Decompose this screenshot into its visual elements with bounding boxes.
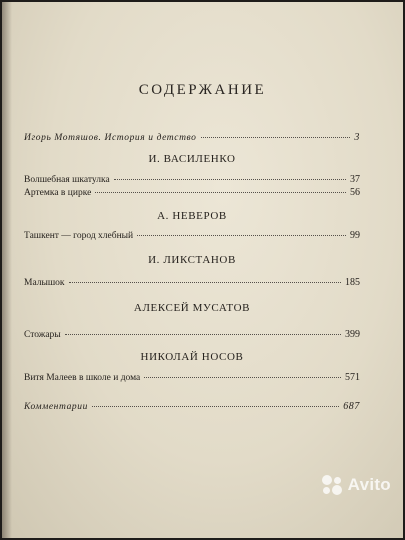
dot-leader xyxy=(201,137,351,138)
toc-entry xyxy=(24,372,360,384)
toc-entry-page: 37 xyxy=(350,174,360,185)
toc-entry-page: 185 xyxy=(345,277,360,288)
toc-entry xyxy=(24,329,360,341)
dot-leader xyxy=(69,282,341,283)
avito-dots-icon xyxy=(321,474,343,496)
dot-leader xyxy=(92,406,339,407)
dot-leader xyxy=(114,179,346,180)
toc-entry xyxy=(24,230,360,242)
toc-entry-page: 56 xyxy=(350,187,360,198)
toc-entry-page: 3 xyxy=(354,132,360,143)
dot-leader xyxy=(65,334,341,335)
toc-entry-title: Стожары xyxy=(24,330,61,340)
author-heading-nosov: НИКОЛАЙ НОСОВ xyxy=(140,351,244,363)
toc-entry-title: Ташкент — город хлебный xyxy=(24,231,134,241)
toc-entry-title: Комментарии xyxy=(24,402,88,412)
toc-entry-title: Игорь Мотяшов. История и детство xyxy=(24,133,197,143)
toc-entry-intro xyxy=(24,132,360,144)
toc-entry-page: 99 xyxy=(350,230,360,241)
dot-leader xyxy=(95,192,346,193)
toc-entry-commentary xyxy=(24,401,360,413)
dot-leader xyxy=(137,235,346,236)
toc-entry-page: 687 xyxy=(343,401,360,412)
toc-entry-title: Малышок xyxy=(24,278,65,288)
toc-entry xyxy=(24,174,360,186)
toc-entry-page: 571 xyxy=(345,372,360,383)
dot-leader xyxy=(144,377,341,378)
author-heading-likstanov: И. ЛИКСТАНОВ xyxy=(148,254,236,266)
toc-entry-title: Волшебная шкатулка xyxy=(24,175,110,185)
author-heading-neverov: А. НЕВЕРОВ xyxy=(157,210,227,222)
toc-entry xyxy=(24,277,360,289)
avito-watermark xyxy=(321,474,391,496)
book-page xyxy=(2,2,403,538)
toc-entry xyxy=(24,187,360,199)
toc-entry-title: Артемка в цирке xyxy=(24,188,92,198)
avito-logo-text: Avito xyxy=(347,475,391,494)
author-heading-vasilenko: И. ВАСИЛЕНКО xyxy=(148,153,236,165)
author-heading-musatov: АЛЕКСЕЙ МУСАТОВ xyxy=(133,302,251,314)
contents-heading: СОДЕРЖАНИЕ xyxy=(138,82,267,98)
toc-entry-title: Витя Малеев в школе и дома xyxy=(24,373,141,383)
toc-entry-page: 399 xyxy=(345,329,360,340)
